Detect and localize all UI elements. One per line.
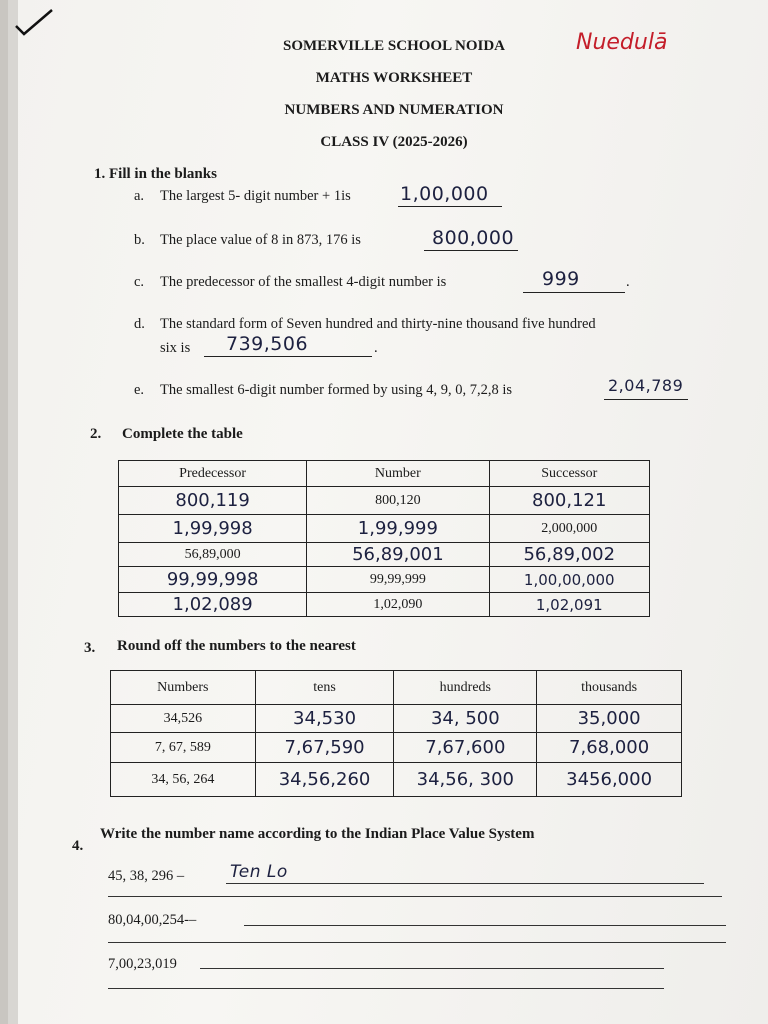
number-cell: 34, 56, 264 bbox=[111, 763, 256, 797]
col-header-number: Number bbox=[307, 461, 489, 487]
q1b-text: The place value of 8 in 873, 176 is bbox=[160, 232, 361, 248]
successor-table bbox=[118, 460, 650, 617]
num-cell: 1,02,090 bbox=[307, 593, 489, 617]
pred-cell: 56,89,000 bbox=[119, 543, 307, 567]
q1d-label: d. bbox=[134, 316, 145, 332]
q3-number: 3. bbox=[84, 640, 96, 656]
rounding-table bbox=[110, 670, 682, 797]
thousands-cell[interactable]: 3456,000 bbox=[537, 763, 682, 797]
q1c-label: c. bbox=[134, 274, 145, 290]
table-row bbox=[119, 593, 650, 617]
num-cell[interactable]: 56,89,001 bbox=[307, 543, 489, 567]
q1d-answer: 739,506 bbox=[226, 333, 309, 355]
worksheet-title: MATHS WORKSHEET bbox=[315, 70, 473, 86]
succ-cell: 2,000,000 bbox=[489, 515, 649, 543]
table-row bbox=[111, 705, 682, 733]
num-cell: 800,120 bbox=[307, 487, 489, 515]
q4a-text: 45, 38, 296 – bbox=[108, 868, 185, 884]
pred-cell[interactable]: 1,99,998 bbox=[119, 515, 307, 543]
q1-title: 1. Fill in the blanks bbox=[94, 166, 217, 182]
q4-title: Write the number name according to the Indian Place Value System bbox=[100, 826, 535, 842]
q4-number: 4. bbox=[72, 838, 84, 854]
number-cell: 7, 67, 589 bbox=[111, 733, 256, 763]
tens-cell[interactable]: 7,67,590 bbox=[255, 733, 394, 763]
q1e-text: The smallest 6-digit number formed by using 4, 9, 0, 7,2,8 is bbox=[160, 382, 512, 398]
q1e-answer: 2,04,789 bbox=[608, 376, 684, 395]
q4c-answer-line[interactable] bbox=[200, 954, 664, 969]
col-header-tens: tens bbox=[255, 671, 394, 705]
num-cell: 99,99,999 bbox=[307, 567, 489, 593]
q1e-label: e. bbox=[134, 382, 145, 398]
pred-cell[interactable]: 1,02,089 bbox=[119, 593, 307, 617]
q1a-text: The largest 5- digit number + 1is bbox=[160, 188, 351, 204]
q4a-extra-line[interactable] bbox=[108, 888, 722, 897]
tens-cell[interactable]: 34,530 bbox=[255, 705, 394, 733]
q1c-period: . bbox=[626, 274, 630, 290]
hundreds-cell[interactable]: 34,56, 300 bbox=[394, 763, 537, 797]
q4a-answer-line[interactable] bbox=[226, 868, 704, 884]
class-line: CLASS IV (2025-2026) bbox=[320, 134, 468, 150]
col-header-hundreds: hundreds bbox=[394, 671, 537, 705]
q4b-text: 80,04,00,254-– bbox=[108, 912, 197, 928]
table-row bbox=[119, 487, 650, 515]
col-header-successor: Successor bbox=[489, 461, 649, 487]
num-cell[interactable]: 1,99,999 bbox=[307, 515, 489, 543]
q1d-period: . bbox=[374, 340, 378, 356]
thousands-cell[interactable]: 7,68,000 bbox=[537, 733, 682, 763]
page-fold bbox=[8, 0, 18, 1024]
table-row bbox=[119, 543, 650, 567]
succ-cell[interactable]: 800,121 bbox=[489, 487, 649, 515]
q1a-label: a. bbox=[134, 188, 145, 204]
q4a-answer: Ten Lo bbox=[230, 862, 288, 882]
table-row bbox=[119, 567, 650, 593]
col-header-numbers: Numbers bbox=[111, 671, 256, 705]
q1c-text: The predecessor of the smallest 4-digit number is bbox=[160, 274, 447, 290]
school-name: SOMERVILLE SCHOOL NOIDA bbox=[282, 38, 506, 54]
q1a-answer: 1,00,000 bbox=[400, 183, 489, 205]
tens-cell[interactable]: 34,56,260 bbox=[255, 763, 394, 797]
pred-cell[interactable]: 99,99,998 bbox=[119, 567, 307, 593]
q4c-text: 7,00,23,019 bbox=[108, 956, 177, 972]
pred-cell[interactable]: 800,119 bbox=[119, 487, 307, 515]
hundreds-cell[interactable]: 7,67,600 bbox=[394, 733, 537, 763]
student-name: Nuedulā bbox=[576, 30, 668, 55]
succ-cell[interactable]: 1,00,00,000 bbox=[489, 567, 649, 593]
q2-title: Complete the table bbox=[122, 426, 243, 442]
table-row bbox=[119, 515, 650, 543]
q1c-answer: 999 bbox=[542, 268, 580, 290]
q4c-extra-line[interactable] bbox=[108, 980, 664, 989]
number-cell: 34,526 bbox=[111, 705, 256, 733]
q1d-text: The standard form of Seven hundred and thirty-nine thousand five hundred bbox=[160, 316, 596, 332]
succ-cell[interactable]: 56,89,002 bbox=[489, 543, 649, 567]
hundreds-cell[interactable]: 34, 500 bbox=[394, 705, 537, 733]
table-row bbox=[111, 733, 682, 763]
table-row bbox=[111, 763, 682, 797]
q4b-answer-line[interactable] bbox=[244, 912, 726, 926]
q1b-label: b. bbox=[134, 232, 145, 248]
worksheet-page bbox=[8, 0, 768, 1024]
check-mark-icon bbox=[10, 4, 60, 44]
q1d-text2: six is bbox=[160, 340, 191, 356]
q4b-extra-line[interactable] bbox=[108, 934, 726, 943]
col-header-predecessor: Predecessor bbox=[119, 461, 307, 487]
col-header-thousands: thousands bbox=[537, 671, 682, 705]
thousands-cell[interactable]: 35,000 bbox=[537, 705, 682, 733]
q3-title: Round off the numbers to the nearest bbox=[117, 638, 356, 654]
worksheet-topic: NUMBERS AND NUMERATION bbox=[284, 102, 504, 118]
q1b-answer: 800,000 bbox=[432, 227, 515, 249]
q2-number: 2. bbox=[90, 426, 102, 442]
succ-cell[interactable]: 1,02,091 bbox=[489, 593, 649, 617]
